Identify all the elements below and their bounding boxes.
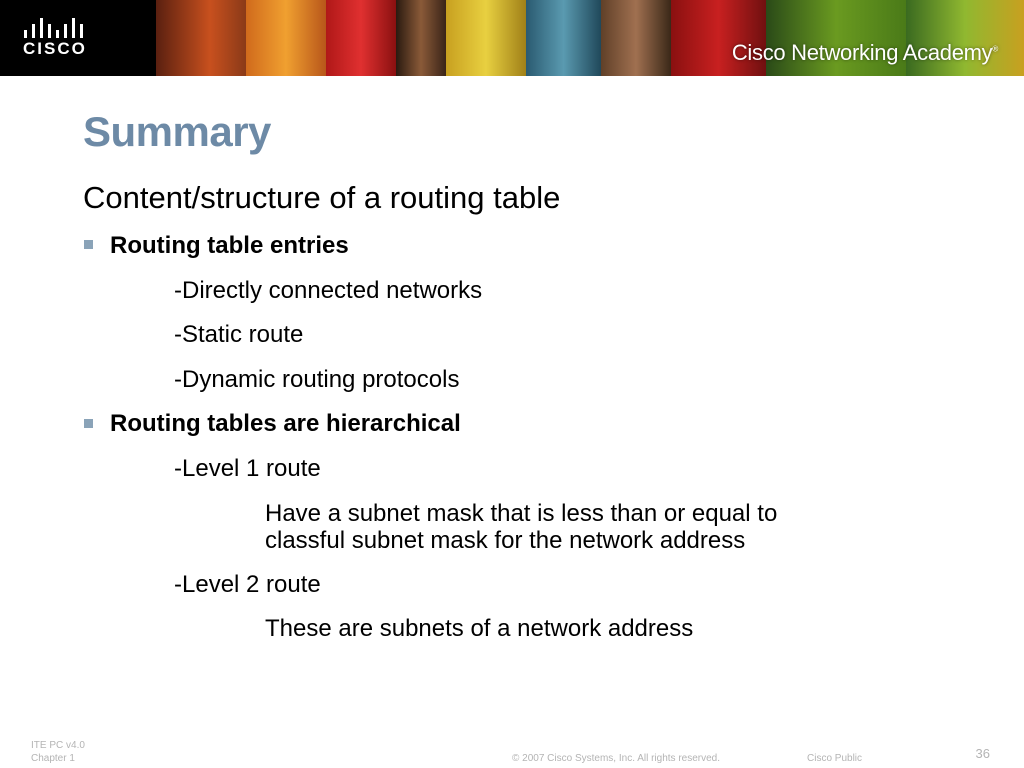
bullet-square-icon [84, 419, 93, 428]
footer-classification: Cisco Public [807, 753, 863, 764]
list-item: -Directly connected networks [174, 277, 483, 304]
banner-photo [156, 0, 246, 76]
banner-photo [601, 0, 671, 76]
page-number: 36 [975, 746, 990, 761]
banner-photo [246, 0, 326, 76]
level-2-route-label: -Level 2 route [174, 571, 321, 598]
cisco-logo-bars-icon [24, 18, 88, 38]
list-item: -Dynamic routing protocols [174, 366, 460, 393]
bullet-heading-routing-table-entries: Routing table entries [110, 232, 349, 259]
footer-chapter: Chapter 1 [31, 753, 75, 764]
bullet-heading-hierarchical: Routing tables are hierarchical [110, 410, 461, 437]
banner-photo [326, 0, 396, 76]
cisco-logo-text: CISCO [23, 39, 87, 58]
banner-photo [526, 0, 601, 76]
banner-photo [396, 0, 446, 76]
banner-photo [446, 0, 526, 76]
slide-title: Summary [83, 108, 271, 155]
academy-title: Cisco Networking Academy® [731, 40, 998, 65]
list-item: -Static route [174, 321, 304, 348]
logo-area [0, 0, 156, 76]
level-2-route-detail: These are subnets of a network address [265, 615, 694, 642]
footer-course: ITE PC v4.0 [31, 740, 85, 751]
footer-copyright: © 2007 Cisco Systems, Inc. All rights reserved. [512, 753, 721, 764]
level-1-route-detail-line-2: classful subnet mask for the network address [265, 527, 746, 554]
level-1-route-label: -Level 1 route [174, 455, 321, 482]
slide-subtitle: Content/structure of a routing table [83, 180, 561, 215]
bullet-square-icon [84, 240, 93, 249]
header-banner [0, 0, 1024, 76]
level-1-route-detail-line-1: Have a subnet mask that is less than or equal to [265, 500, 778, 527]
